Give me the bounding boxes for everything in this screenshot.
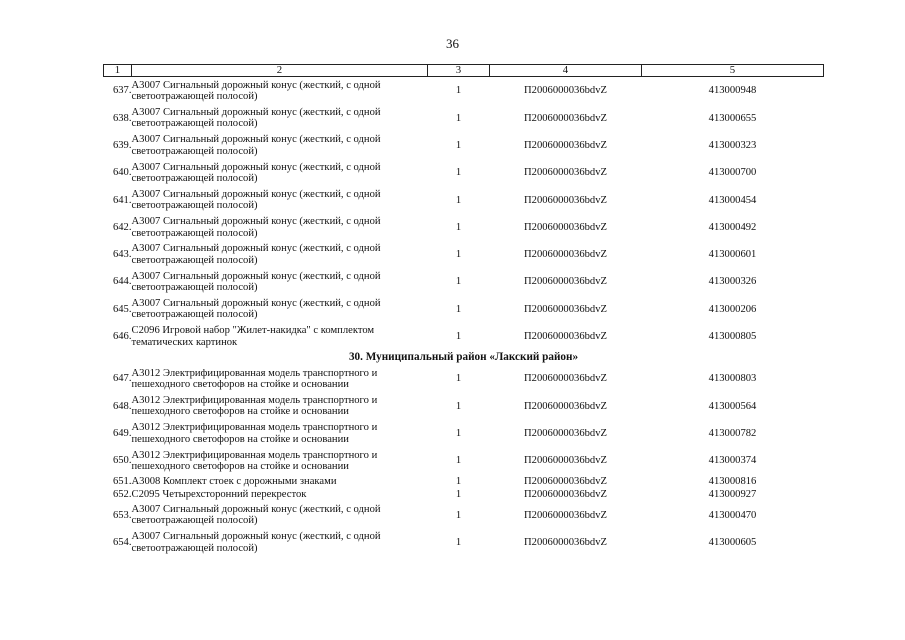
inventory-number: 413000655 [708, 112, 757, 124]
item-code: П2006000036bdvZ [524, 400, 607, 412]
page-number: 36 [446, 36, 459, 51]
item-code: П2006000036bdvZ [524, 249, 607, 261]
inventory-number: 413000374 [708, 455, 757, 467]
row-number: 642. [112, 221, 132, 233]
column-header: 5 [642, 65, 824, 77]
inventory-number: 413000948 [708, 85, 757, 97]
table-row [104, 529, 824, 556]
item-name: А3007 Сигнальный дорожный конус (жесткий, с одной светоотражающей полосой) [131, 243, 381, 266]
column-header: 1 [104, 65, 132, 77]
item-quantity: 1 [455, 303, 462, 315]
table-row [104, 159, 824, 186]
item-name: А3007 Сигнальный дорожный конус (жесткий, с одной светоотражающей полосой) [131, 134, 381, 157]
item-name: А3012 Электрифицированная модель транспортного и пешеходного светофоров на стойке и основании [131, 367, 378, 391]
inventory-number: 413000326 [708, 276, 757, 288]
item-quantity: 1 [455, 455, 462, 467]
item-code: П2006000036bdvZ [524, 331, 607, 343]
inventory-number: 413000454 [708, 194, 757, 206]
table-row [104, 268, 824, 295]
item-name: А3007 Сигнальный дорожный конус (жесткий, с одной светоотражающей полосой) [131, 531, 381, 554]
row-number: 654. [112, 536, 132, 548]
item-code: П2006000036bdvZ [524, 167, 607, 179]
table-row [104, 241, 824, 268]
inventory-number: 413000470 [708, 509, 757, 521]
table-row [104, 187, 824, 214]
inventory-number: 413000601 [708, 249, 757, 261]
row-number: 644. [112, 276, 132, 288]
table-row [104, 77, 824, 105]
item-quantity: 1 [455, 276, 462, 288]
column-header: 2 [132, 65, 428, 77]
inventory-number: 413000782 [708, 427, 757, 439]
item-quantity: 1 [455, 509, 462, 521]
item-name: А3012 Электрифицированная модель транспортного и пешеходного светофоров на стойке и основании [131, 394, 378, 418]
item-quantity: 1 [455, 139, 462, 151]
item-quantity: 1 [455, 249, 462, 261]
row-number: 640. [112, 167, 132, 179]
inventory-number: 413000605 [708, 536, 757, 548]
table-row [104, 214, 824, 241]
inventory-number: 413000805 [708, 331, 757, 343]
row-number: 649. [112, 427, 132, 439]
item-name: А3012 Электрифицированная модель транспортного и пешеходного светофоров на стойке и основании [131, 449, 378, 472]
inventory-number: 413000803 [708, 373, 757, 385]
inventory-number: 413000323 [708, 139, 757, 151]
item-code: П2006000036bdvZ [524, 373, 607, 385]
inventory-number: 413000492 [708, 221, 757, 233]
row-number: 652. [112, 489, 132, 501]
table-row [104, 420, 824, 447]
item-name: А3008 Комплект стоек с дорожными знаками [131, 475, 337, 487]
item-quantity: 1 [455, 85, 462, 97]
row-number: 647. [112, 373, 132, 385]
item-name: А3007 Сигнальный дорожный конус (жесткий, с одной светоотражающей полосой) [131, 270, 381, 294]
table-row [104, 105, 824, 132]
item-code: П2006000036bdvZ [524, 455, 607, 467]
inventory-table [103, 64, 824, 556]
row-number: 648. [112, 400, 132, 412]
section-heading-row [104, 350, 824, 365]
item-quantity: 1 [455, 400, 462, 412]
item-code: П2006000036bdvZ [524, 303, 607, 315]
table-row [104, 323, 824, 350]
table-row [104, 502, 824, 529]
item-name: С2096 Игровой набор "Жилет-накидка" с комплектом тематических картинок [131, 325, 375, 348]
item-quantity: 1 [455, 112, 462, 124]
row-number: 638. [112, 112, 132, 124]
item-quantity: 1 [455, 489, 462, 501]
table-row [104, 132, 824, 159]
item-quantity: 1 [455, 536, 462, 548]
item-code: П2006000036bdvZ [524, 194, 607, 206]
item-quantity: 1 [455, 167, 462, 179]
inventory-number: 413000564 [708, 400, 757, 412]
item-code: П2006000036bdvZ [524, 475, 607, 487]
table-row [104, 393, 824, 420]
item-code: П2006000036bdvZ [524, 112, 607, 124]
item-quantity: 1 [455, 427, 462, 439]
row-number: 645. [112, 303, 132, 315]
item-quantity: 1 [455, 194, 462, 206]
row-number: 643. [112, 249, 132, 261]
column-header: 4 [490, 65, 642, 77]
item-name: А3007 Сигнальный дорожный конус (жесткий, с одной светоотражающей полосой) [131, 79, 381, 103]
table-row [104, 296, 824, 323]
item-name: А3007 Сигнальный дорожный конус (жесткий, с одной светоотражающей полосой) [131, 161, 381, 184]
row-number: 641. [112, 194, 132, 206]
row-number: 637. [112, 85, 132, 97]
row-number: 653. [112, 509, 132, 521]
item-name: А3012 Электрифицированная модель транспортного и пешеходного светофоров на стойке и основании [131, 422, 378, 445]
item-name: А3007 Сигнальный дорожный конус (жесткий, с одной светоотражающей полосой) [131, 216, 381, 239]
table-row [104, 488, 824, 502]
inventory-number: 413000700 [708, 167, 757, 179]
table-header-row [104, 65, 824, 77]
item-quantity: 1 [455, 373, 462, 385]
row-number: 646. [112, 331, 132, 343]
item-name: А3007 Сигнальный дорожный конус (жесткий, с одной светоотражающей полосой) [131, 106, 381, 130]
item-code: П2006000036bdvZ [524, 276, 607, 288]
table-row [104, 475, 824, 489]
item-code: П2006000036bdvZ [524, 536, 607, 548]
row-number: 650. [112, 455, 132, 467]
row-number: 639. [112, 139, 132, 151]
column-header: 3 [428, 65, 490, 77]
item-code: П2006000036bdvZ [524, 85, 607, 97]
item-name: А3007 Сигнальный дорожный конус (жесткий, с одной светоотражающей полосой) [131, 298, 381, 321]
table-body [104, 77, 824, 556]
item-quantity: 1 [455, 475, 462, 487]
item-name: С2095 Четырехсторонний перекресток [131, 489, 307, 501]
item-name: А3007 Сигнальный дорожный конус (жесткий, с одной светоотражающей полосой) [131, 188, 381, 212]
inventory-number: 413000816 [708, 475, 757, 487]
item-code: П2006000036bdvZ [524, 221, 607, 233]
item-quantity: 1 [455, 331, 462, 343]
item-code: П2006000036bdvZ [524, 139, 607, 151]
item-quantity: 1 [455, 221, 462, 233]
table-row [104, 365, 824, 392]
item-code: П2006000036bdvZ [524, 509, 607, 521]
item-code: П2006000036bdvZ [524, 427, 607, 439]
table-row [104, 447, 824, 474]
section-title: 30. Муниципальный район «Лакский район» [348, 351, 579, 364]
item-name: А3007 Сигнальный дорожный конус (жесткий, с одной светоотражающей полосой) [131, 503, 381, 527]
inventory-number: 413000206 [708, 303, 757, 315]
item-code: П2006000036bdvZ [524, 489, 607, 501]
inventory-number: 413000927 [708, 489, 757, 501]
row-number: 651. [112, 475, 132, 487]
